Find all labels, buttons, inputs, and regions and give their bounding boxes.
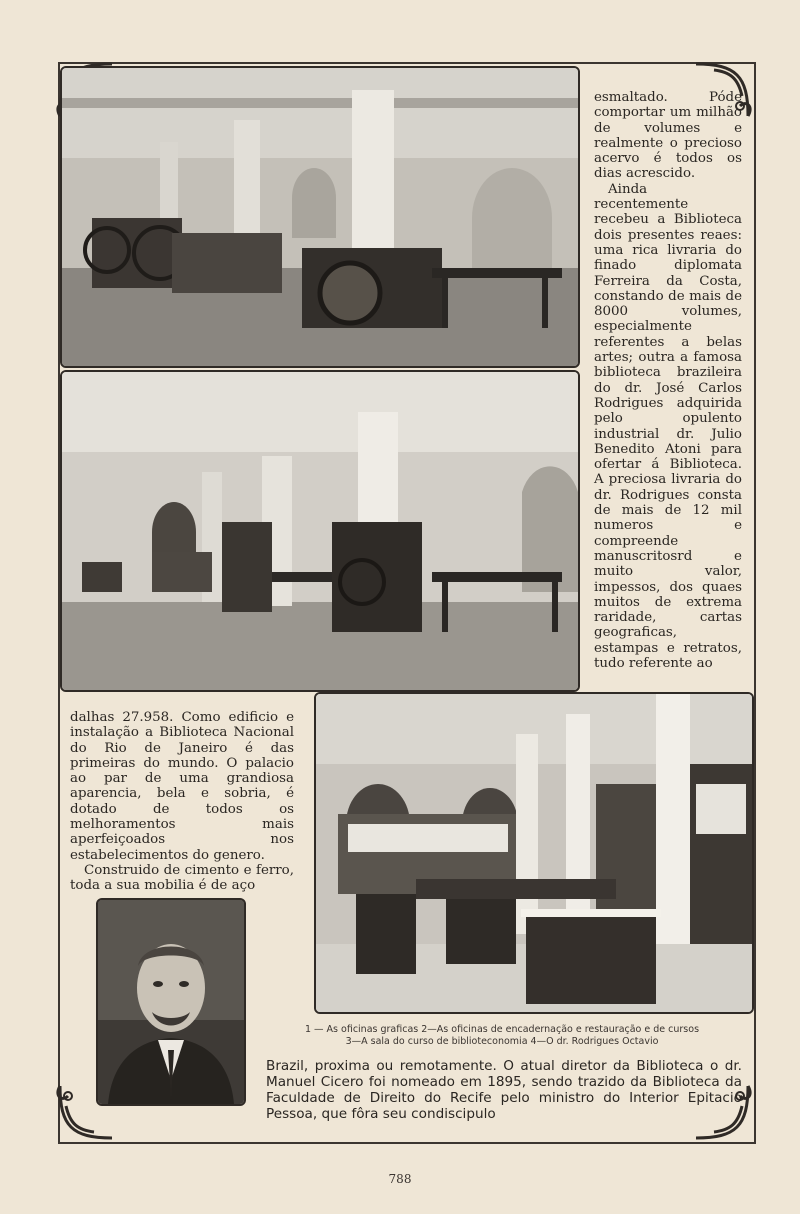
portrait-dr-rodrigues-octavio [96, 898, 246, 1106]
caption-line-1: 1 — As oficinas graficas 2—As oficinas de encadernação e restauração e de cursos [304, 1024, 700, 1035]
left-column-text [70, 710, 294, 894]
bottom-paragraph: Brazil, proxima ou remotamente. O atual diretor da Biblioteca o dr. Manuel Cicero foi nomeado em 1895, sendo trazido da Biblioteca da Faculdade de Direito do Recife pelo ministro do Interior Epitacio Pessoa, que fôra seu condiscipulo [266, 1058, 742, 1122]
left-column-paragraph-1: dalhas 27.958. Como edificio e instalação a Biblioteca Nacional do Rio de Janeiro é das primeiras do mundo. O palacio ao par de uma grandiosa aparencia, bela e sobria, é dotado de todos os melhoramentos mais aperfeiçoados nos estabelecimentos do genero. [70, 710, 294, 863]
caption-line-2: 3—A sala do curso de biblioteconomia 4—O dr. Rodrigues Octavio [345, 1036, 659, 1047]
photo-librarianship-course-room [314, 692, 754, 1014]
right-column-paragraph-1: esmaltado. Póde comportar um milhão de volumes e realmente o precioso acervo é todos os dias acrescido. [594, 90, 742, 182]
left-column-paragraph-2: Construido de cimento e ferro, toda a sua mobilia é de aço [70, 862, 294, 894]
photo-binding-restoration-workshops [60, 370, 580, 692]
right-column-paragraph-2: Ainda recentemente recebeu a Biblioteca dois presentes reaes: uma rica livraria do finado diplomata Ferreira da Costa, constando de mais de 8000 volumes, especialmente referentes a belas artes; outra a famosa biblioteca brazileira do dr. José Carlos Rodrigues adquirida pelo opulento industrial dr. Julio Benedito Atoni para ofertar á Biblioteca. A preciosa livraria do dr. Rodrigues consta de mais de 12 mil numeros e compreende manuscritosrd e muito valor, impessos, dos quaes muitos de extrema raridade, cartas geograficas, estampas e retratos, tudo referente ao [594, 181, 742, 671]
right-column-text [594, 90, 742, 671]
photo-graphic-workshops [60, 66, 580, 368]
page-number: 788 [388, 1172, 412, 1186]
photo-caption [262, 1024, 742, 1048]
